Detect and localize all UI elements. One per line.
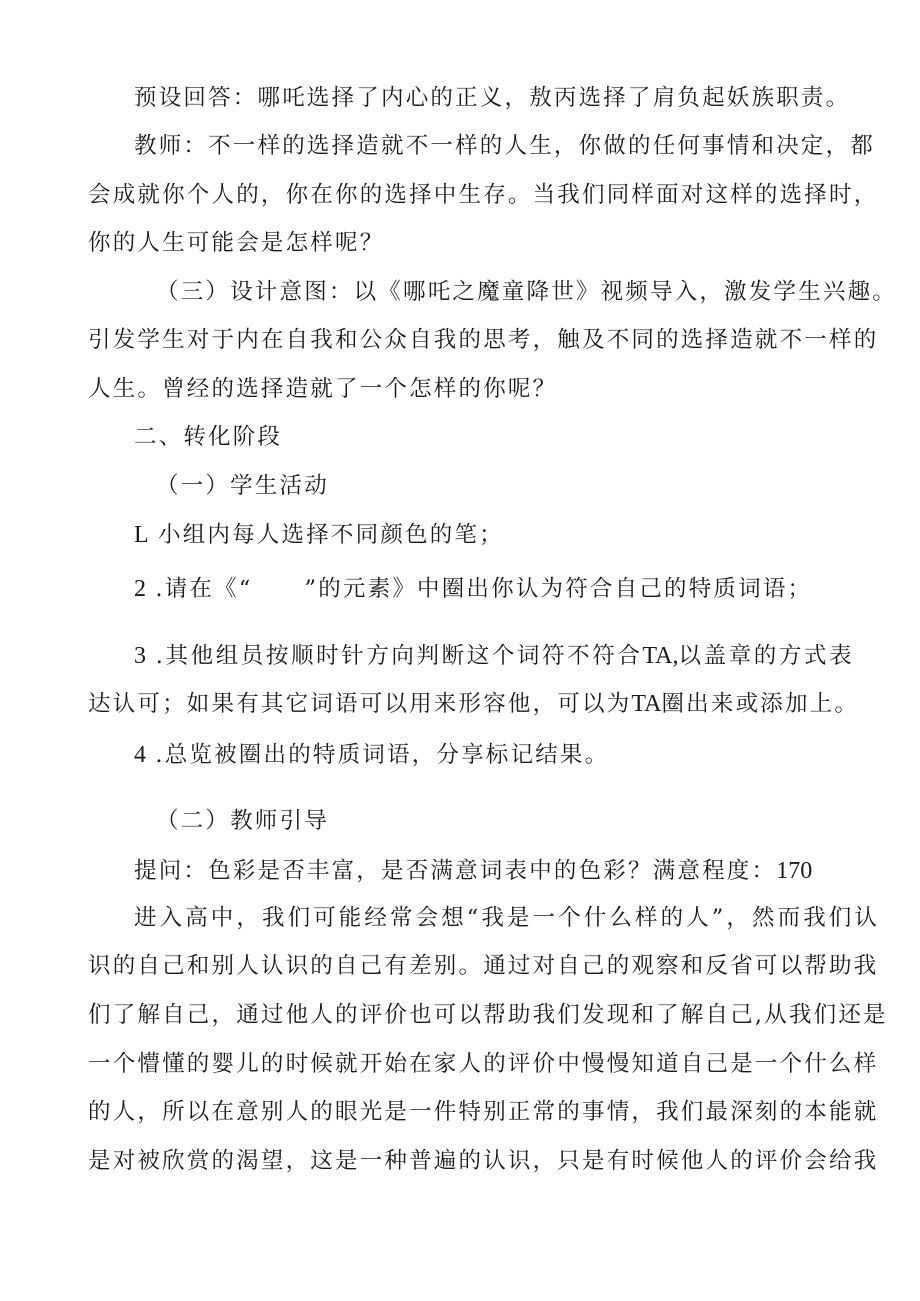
satisfaction-value: 170	[776, 858, 813, 884]
list-item-3-ta-2: TA	[631, 691, 662, 717]
paragraph-reflection-line-3: 们了解自己，通过他人的评价也可以帮助我们发现和了解自己,从我们还是	[88, 1002, 888, 1028]
list-item-3-line-2	[88, 689, 860, 719]
paragraph-reflection-line-5: 的人，所以在意别人的眼光是一件特别正常的事情，我们最深刻的本能就	[88, 1099, 879, 1125]
list-item-3-line-2-a: 达认可；如果有其它词语可以用来形容他，可以为	[88, 691, 632, 717]
paragraph-design-intent-line-2: 引发学生对于内在自我和公众自我的思考，触及不同的选择造就不一样的	[88, 327, 879, 353]
list-item-3-line-1	[134, 641, 884, 671]
subheading-teacher-guidance: （二）教师引导	[156, 808, 329, 834]
section-heading-transformation: 二、转化阶段	[134, 424, 283, 450]
list-item-4-text: .总览被圈出的特质词语，分享标记结果。	[155, 742, 610, 768]
paragraph-teacher-line-2: 会成就你个人的，你在你的选择中生存。当我们同样面对这样的选择时，	[88, 182, 879, 208]
paragraph-design-intent-line-1: （三）设计意图：以《哪吒之魔童降世》视频导入，激发学生兴趣。	[156, 279, 898, 305]
list-item-4-number: 4	[134, 742, 146, 768]
list-item-3-line-2-b: 圈出来或添加上。	[661, 691, 860, 717]
list-item-3-ta-1: TA,	[642, 643, 679, 669]
list-item-1-number: L	[134, 522, 149, 548]
list-item-2-number: 2	[134, 576, 146, 602]
list-item-3-number: 3	[134, 643, 146, 669]
question-line	[134, 856, 884, 886]
paragraph-preset-answer: 预设回答：哪吒选择了内心的正义，敖丙选择了肩负起妖族职责。	[134, 85, 851, 111]
list-item-2-text-a: .请在《“	[155, 576, 253, 602]
list-item-2-text-b: ”的元素》中圈出你认为符合自己的特质词语；	[304, 576, 813, 602]
list-item-3-text-b: 以盖章的方式表	[678, 643, 855, 669]
paragraph-teacher-line-1: 教师：不一样的选择造就不一样的人生，你做的任何事情和决定，都	[134, 133, 876, 159]
subheading-student-activity: （一）学生活动	[156, 473, 329, 499]
paragraph-reflection-line-2: 识的自己和别人认识的自己有差别。通过对自己的观察和反省可以帮助我	[88, 953, 879, 979]
list-item-2	[134, 574, 884, 604]
question-text: 提问：色彩是否丰富，是否满意词表中的色彩？满意程度：	[134, 858, 777, 884]
paragraph-design-intent-line-3: 人生。曾经的选择造就了一个怎样的你呢？	[88, 376, 558, 402]
paragraph-reflection-line-6: 是对被欣赏的渴望，这是一种普遍的认识，只是有时候他人的评价会给我	[88, 1148, 879, 1174]
paragraph-reflection-line-4: 一个懵懂的婴儿的时候就开始在家人的评价中慢慢知道自己是一个什么样	[88, 1051, 879, 1077]
paragraph-teacher-line-3: 你的人生可能会是怎样呢？	[88, 230, 385, 256]
list-item-3-text-a: .其他组员按顺时针方向判断这个词符不符合	[155, 643, 643, 669]
paragraph-reflection-line-1: 进入高中，我们可能经常会想“我是一个什么样的人”，然而我们认	[134, 905, 881, 931]
list-item-1	[134, 520, 884, 550]
list-item-4	[134, 740, 884, 770]
list-item-1-text: 小组内每人选择不同颜色的笔；	[158, 522, 504, 548]
